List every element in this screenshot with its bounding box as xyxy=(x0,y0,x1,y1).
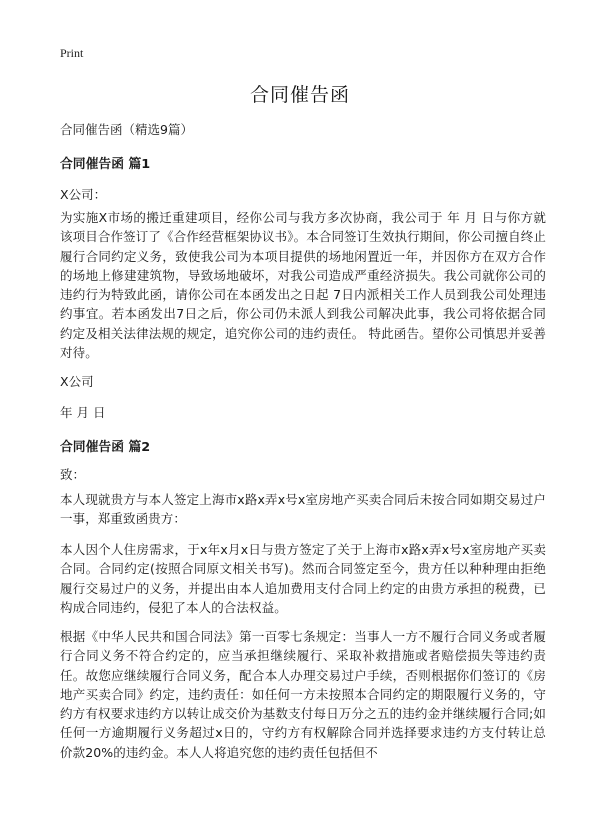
addressee-2: 致： xyxy=(60,467,86,482)
section2-paragraph-2: 本人因个人住房需求，于x年x月x日与贵方签定了关于上海市x路x弄x号x室房地产买卖合同。合同约定(按照合同原文相关书写)。然而合同签定至今，贵方任以种种理由拒绝履行交易过户的义务，并提出由本人追加费用支付合同上约定的由贵方承担的税费，已构成合同违约，侵犯了本人的合法权益。 xyxy=(60,542,546,615)
signature-company: X公司 xyxy=(60,374,94,389)
page-title: 合同催告函 xyxy=(249,84,350,106)
signature-date: 年 月 日 xyxy=(60,405,106,420)
section2-paragraph-1: 本人现就贵方与本人签定上海市x路x弄x号x室房地产买卖合同后未按合同如期交易过户一事，郑重致函贵方： xyxy=(60,492,546,527)
addressee-1: X公司： xyxy=(60,187,107,202)
section-heading-2: 合同催告函 篇2 xyxy=(60,440,151,455)
section2-paragraph-3: 根据《中华人民共和国合同法》第一百零七条规定：当事人一方不履行合同义务或者履行合同义务不符合约定的，应当承担继续履行、采取补救措施或者赔偿损失等违约责任。故您应继续履行合同义务，配合本人办理交易过户手续，否则根据你们签订的《房地产买卖合同》约定，违约责任：如任何一方未按照本合同约定的期限履行义务的，守约方有权要求违约方以转让成交价为基数支付每日万分之五的违约金并继续履行合同;如任何一方逾期履行义务超过x日的，守约方有权解除合同并选择要求违约方支付转让总价款20%的违约金。本人人将追究您的违约责任包括但不 xyxy=(60,629,546,760)
document-subtitle: 合同催告函（精选9篇） xyxy=(60,122,193,137)
section-heading-1: 合同催告函 篇1 xyxy=(60,157,151,172)
section1-paragraph: 为实施X市场的搬迁重建项目，经你公司与我方多次协商，我公司于 年 月 日与你方就该项目合作签订了《合作经营框架协议书》。本合同签订生效执行期间，你公司擅自终止履行合同约定义务，致使我公司为本项目提供的场地闲置近一年，并因你方在双方合作的场地上修建建筑物，导致场地破坏，对我公司造成严重经济损失。我公司就你公司的违约行为特致此函，请你公司在本函发出之日起 7日内派相关工作人员到我公司处理违约事宜。若本函发出7日之后，你公司仍未派人到我公司解决此事，我公司将依据合同约定及相关法律法规的规定，追究你公司的违约责任。 特此函告。望你公司慎思并妥善对待。 xyxy=(60,210,546,361)
print-label[interactable]: Print xyxy=(60,46,84,60)
